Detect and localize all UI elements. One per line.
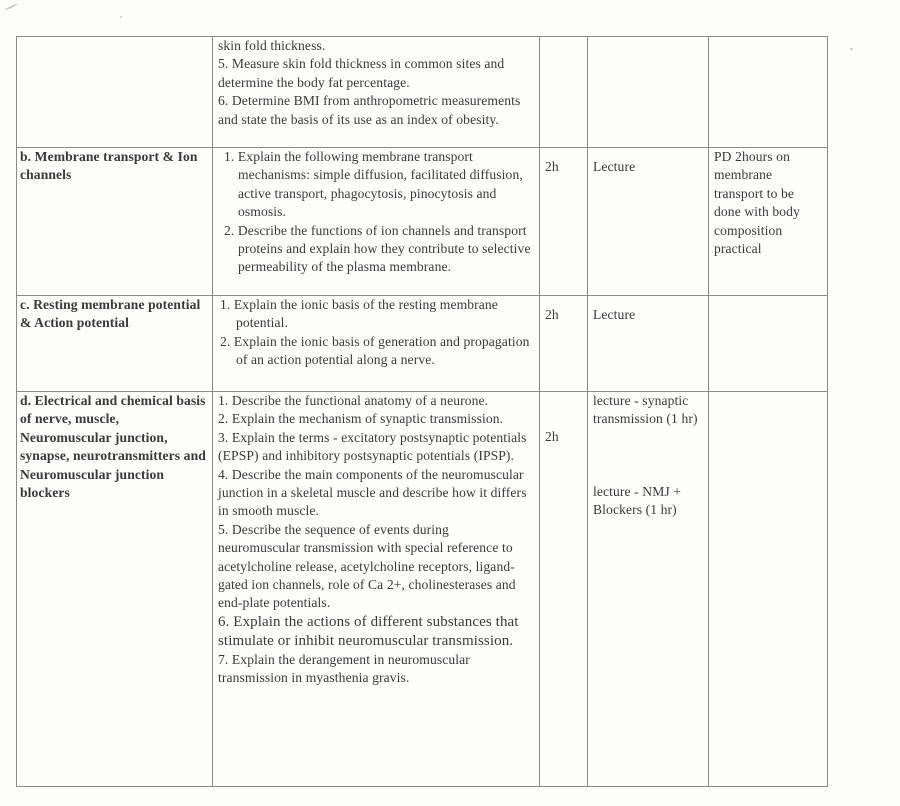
objective: skin fold thickness. xyxy=(218,38,326,53)
objective: 5. Measure skin fold thickness in common sites and determine the body fat percentage. xyxy=(218,56,505,90)
hours-cell: 2h xyxy=(540,148,588,296)
page-speck xyxy=(4,3,18,11)
method-cell: Lecture xyxy=(588,148,709,296)
objectives-cell xyxy=(213,296,540,392)
objectives-cell xyxy=(213,392,540,787)
objective: 1. Describe the functional anatomy of a neurone. xyxy=(218,393,489,408)
objective: 2. Describe the functions of ion channels and transport proteins and explain how they contribute to selective permeability of the plasma membrane. xyxy=(224,222,531,275)
hours-cell: 2h xyxy=(540,296,588,392)
method-cell xyxy=(588,37,709,148)
table-row xyxy=(17,37,828,148)
method-cell: Lecture xyxy=(588,296,709,392)
objectives-cell xyxy=(213,148,540,296)
method-synaptic: lecture - synaptic transmission (1 hr) xyxy=(593,393,698,427)
remarks-cell: PD 2hours on membrane transport to be done with body composition practical xyxy=(709,148,828,296)
table-row xyxy=(17,392,828,787)
spacer xyxy=(593,429,703,447)
hours-cell: 2h xyxy=(540,392,588,787)
objective: 4. Describe the main components of the neuromuscular junction in a skeletal muscle and describe how it differs in smooth muscle. xyxy=(218,466,527,519)
page-speck xyxy=(850,48,853,50)
topic-cell: b. Membrane transport & Ion channels xyxy=(17,148,213,296)
syllabus-table xyxy=(16,36,828,787)
remarks-cell xyxy=(709,37,828,148)
hours-cell xyxy=(540,37,588,148)
objective: 1. Explain the ionic basis of the resting membrane potential. xyxy=(220,297,498,331)
remarks-cell xyxy=(709,392,828,787)
spacer xyxy=(593,447,703,465)
table-row xyxy=(17,148,828,296)
objectives-cell xyxy=(213,37,540,148)
topic-cell: d. Electrical and chemical basis of nerve, muscle, Neuromuscular junction, synapse, neurotransmitters and Neuromuscular junction blockers xyxy=(17,392,213,787)
objective: 2. Explain the ionic basis of generation and propagation of an action potential along a nerve. xyxy=(220,333,530,368)
objective: 5. Describe the sequence of events during neuromuscular transmission with special reference to acetylcholine release, acetylcholine receptors, ligand-gated ion channels, role of Ca 2+, cholinesterases and end-plate potentials. xyxy=(218,521,516,611)
topic-cell: c. Resting membrane potential & Action potential xyxy=(17,296,213,392)
spacer xyxy=(593,465,703,483)
method-nmj: lecture - NMJ + Blockers (1 hr) xyxy=(593,483,682,518)
remarks-cell xyxy=(709,296,828,392)
method-cell xyxy=(588,392,709,787)
topic-cell xyxy=(17,37,213,148)
table-row xyxy=(17,296,828,392)
objective: 2. Explain the mechanism of synaptic transmission. xyxy=(218,411,504,427)
objective: 3. Explain the terms - excitatory postsynaptic potentials (EPSP) and inhibitory postsynaptic potentials (IPSP). xyxy=(218,429,527,464)
objective: 6. Determine BMI from anthropometric measurements and state the basis of its use as an index of obesity. xyxy=(218,93,521,127)
page-speck xyxy=(120,16,122,18)
objective: 1. Explain the following membrane transport mechanisms: simple diffusion, facilitated diffusion, active transport, phagocytosis, pinocytosis and osmosis. xyxy=(224,149,523,220)
objective: 7. Explain the derangement in neuromuscular transmission in myasthenia gravis. xyxy=(218,651,470,686)
objective: 6. Explain the actions of different substances that stimulate or inhibit neuromuscular transmission. xyxy=(218,613,519,649)
